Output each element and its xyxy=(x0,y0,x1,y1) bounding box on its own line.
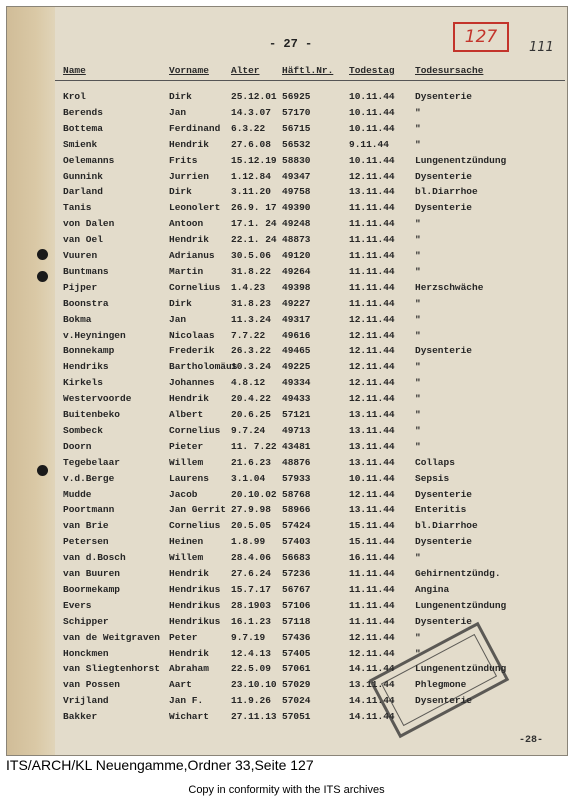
prisoner-number-cell: 57405 xyxy=(282,647,311,659)
first-name-cell: Jacob xyxy=(169,488,198,500)
prisoner-number-cell: 58966 xyxy=(282,504,311,516)
birth-date-cell: 1.8.99 xyxy=(231,536,266,548)
birth-date-cell: 27.6.08 xyxy=(231,138,271,150)
cause-of-death-cell: " xyxy=(415,361,421,373)
prisoner-number-cell: 58830 xyxy=(282,154,311,166)
death-date-cell: 14.11.44 xyxy=(349,711,395,723)
surname-cell: Oelemanns xyxy=(63,154,115,166)
prisoner-number-cell: 57118 xyxy=(282,615,311,627)
surname-cell: Poortmann xyxy=(63,504,115,516)
surname-cell: van d.Bosch xyxy=(63,552,126,564)
first-name-cell: Hendrik xyxy=(169,647,209,659)
surname-cell: v.d.Berge xyxy=(63,472,115,484)
prisoner-number-cell: 49227 xyxy=(282,297,311,309)
table-row xyxy=(7,377,567,393)
prisoner-number-cell: 49713 xyxy=(282,424,311,436)
table-row xyxy=(7,568,567,584)
birth-date-cell: 27.11.13 xyxy=(231,711,277,723)
surname-cell: Tanis xyxy=(63,202,92,214)
prisoner-number-cell: 57024 xyxy=(282,695,311,707)
table-row xyxy=(7,123,567,139)
cause-of-death-cell: " xyxy=(415,440,421,452)
birth-date-cell: 16.1.23 xyxy=(231,615,271,627)
death-date-cell: 11.11.44 xyxy=(349,297,395,309)
header-rule xyxy=(55,80,565,81)
surname-cell: Hendriks xyxy=(63,361,109,373)
prisoner-number-cell: 57051 xyxy=(282,711,311,723)
table-row xyxy=(7,695,567,711)
cause-of-death-cell: Phlegmone xyxy=(415,679,467,691)
first-name-cell: Willem xyxy=(169,456,204,468)
death-date-cell: 14.11.44 xyxy=(349,695,395,707)
death-date-cell: 12.11.44 xyxy=(349,377,395,389)
first-name-cell: Frits xyxy=(169,154,198,166)
prisoner-number-cell: 49465 xyxy=(282,345,311,357)
table-row xyxy=(7,361,567,377)
birth-date-cell: 3.1.04 xyxy=(231,472,266,484)
first-name-cell: Bartholomäus xyxy=(169,361,238,373)
birth-date-cell: 23.10.10 xyxy=(231,679,277,691)
death-date-cell: 11.11.44 xyxy=(349,281,395,293)
first-name-cell: Cornelius xyxy=(169,281,221,293)
surname-cell: Boormekamp xyxy=(63,583,121,595)
birth-date-cell: 7.7.22 xyxy=(231,329,266,341)
first-name-cell: Hendrikus xyxy=(169,583,221,595)
birth-date-cell: 26.9. 17 xyxy=(231,202,277,214)
prisoner-number-cell: 57933 xyxy=(282,472,311,484)
death-date-cell: 10.11.44 xyxy=(349,154,395,166)
birth-date-cell: 1.12.84 xyxy=(231,170,271,182)
death-date-cell: 10.11.44 xyxy=(349,122,395,134)
prisoner-number-cell: 49433 xyxy=(282,393,311,405)
surname-cell: van Oel xyxy=(63,234,103,246)
first-name-cell: Aart xyxy=(169,679,192,691)
surname-cell: Sombeck xyxy=(63,424,103,436)
cause-of-death-cell: " xyxy=(415,393,421,405)
cause-of-death-cell: " xyxy=(415,122,421,134)
column-header-death-date: Todestag xyxy=(349,65,395,76)
first-name-cell: Johannes xyxy=(169,377,215,389)
death-date-cell: 10.11.44 xyxy=(349,91,395,102)
table-row xyxy=(7,504,567,520)
surname-cell: van Brie xyxy=(63,520,109,532)
birth-date-cell: 26.3.22 xyxy=(231,345,271,357)
first-name-cell: Frederik xyxy=(169,345,215,357)
birth-date-cell: 27.9.98 xyxy=(231,504,271,516)
first-name-cell: Willem xyxy=(169,552,204,564)
cause-of-death-cell: " xyxy=(415,265,421,277)
cause-of-death-cell: Dysenterie xyxy=(415,170,473,182)
prisoner-number-cell: 56715 xyxy=(282,122,311,134)
first-name-cell: Dirk xyxy=(169,186,192,198)
first-name-cell: Hendrik xyxy=(169,234,209,246)
table-row xyxy=(7,330,567,346)
death-date-cell: 12.11.44 xyxy=(349,329,395,341)
birth-date-cell: 30.5.06 xyxy=(231,250,271,261)
column-header-name: Name xyxy=(63,65,86,76)
birth-date-cell: 12.4.13 xyxy=(231,647,271,659)
table-row xyxy=(7,600,567,616)
first-name-cell: Antoon xyxy=(169,218,204,230)
table-row xyxy=(7,202,567,218)
death-date-cell: 12.11.44 xyxy=(349,647,395,659)
prisoner-number-cell: 48876 xyxy=(282,456,311,468)
cause-of-death-cell: " xyxy=(415,234,421,246)
table-row xyxy=(7,489,567,505)
first-name-cell: Peter xyxy=(169,631,198,643)
cause-of-death-cell: Lungenentzündung xyxy=(415,663,507,675)
cause-of-death-cell: Lungenentzündung xyxy=(415,154,507,166)
table-row xyxy=(7,266,567,282)
prisoner-number-cell: 57170 xyxy=(282,106,311,118)
birth-date-cell: 22.1. 24 xyxy=(231,234,277,246)
birth-date-cell: 15.7.17 xyxy=(231,583,271,595)
surname-cell: van Possen xyxy=(63,679,121,691)
first-name-cell: Albert xyxy=(169,409,204,420)
prisoner-number-cell: 49120 xyxy=(282,250,311,261)
first-name-cell: Jan F. xyxy=(169,695,204,707)
surname-cell: Westervoorde xyxy=(63,393,132,405)
death-date-cell: 11.11.44 xyxy=(349,202,395,214)
cause-of-death-cell: " xyxy=(415,424,421,436)
table-row xyxy=(7,107,567,123)
first-name-cell: Cornelius xyxy=(169,424,221,436)
death-date-cell: 11.11.44 xyxy=(349,583,395,595)
first-name-cell: Abraham xyxy=(169,663,209,675)
death-date-cell: 11.11.44 xyxy=(349,568,395,579)
surname-cell: Bonnekamp xyxy=(63,345,115,357)
first-name-cell: Hendrikus xyxy=(169,615,221,627)
death-date-cell: 13.11.44 xyxy=(349,424,395,436)
cause-of-death-cell: " xyxy=(415,329,421,341)
death-date-cell: 14.11.44 xyxy=(349,663,395,675)
table-row xyxy=(7,409,567,425)
death-date-cell: 13.11.44 xyxy=(349,679,395,691)
first-name-cell: Pieter xyxy=(169,440,204,452)
death-date-cell: 12.11.44 xyxy=(349,488,395,500)
surname-cell: Bakker xyxy=(63,711,98,723)
birth-date-cell: 15.12.19 xyxy=(231,154,277,166)
death-date-cell: 11.11.44 xyxy=(349,250,395,261)
surname-cell: van de Weitgraven xyxy=(63,631,160,643)
death-date-cell: 11.11.44 xyxy=(349,615,395,627)
table-row xyxy=(7,91,567,107)
first-name-cell: Jurrien xyxy=(169,170,209,182)
death-date-cell: 11.11.44 xyxy=(349,265,395,277)
prisoner-number-cell: 56683 xyxy=(282,552,311,564)
prisoner-number-cell: 49317 xyxy=(282,313,311,325)
cause-of-death-cell: Dysenterie xyxy=(415,91,473,102)
surname-cell: Buitenbeko xyxy=(63,409,121,420)
cause-of-death-cell: Collaps xyxy=(415,456,455,468)
surname-cell: Doorn xyxy=(63,440,92,452)
table-row xyxy=(7,282,567,298)
surname-cell: von Dalen xyxy=(63,218,115,230)
surname-cell: Berends xyxy=(63,106,103,118)
first-name-cell: Jan Gerrit xyxy=(169,504,227,516)
death-date-cell: 12.11.44 xyxy=(349,631,395,643)
birth-date-cell: 20.10.02 xyxy=(231,488,277,500)
prisoner-number-cell: 57061 xyxy=(282,663,311,675)
prisoner-number-cell: 49758 xyxy=(282,186,311,198)
cause-of-death-cell: " xyxy=(415,631,421,643)
birth-date-cell: 28.4.06 xyxy=(231,552,271,564)
death-date-cell: 10.11.44 xyxy=(349,472,395,484)
cause-of-death-cell: Lungenentzündung xyxy=(415,599,507,611)
birth-date-cell: 31.8.23 xyxy=(231,297,271,309)
table-row xyxy=(7,314,567,330)
document-page xyxy=(6,6,568,756)
death-date-cell: 16.11.44 xyxy=(349,552,395,564)
death-date-cell: 11.11.44 xyxy=(349,234,395,246)
cause-of-death-cell: Enteritis xyxy=(415,504,467,516)
table-row xyxy=(7,457,567,473)
table-row xyxy=(7,441,567,457)
prisoner-number-cell: 48873 xyxy=(282,234,311,246)
death-date-cell: 12.11.44 xyxy=(349,361,395,373)
death-date-cell: 13.11.44 xyxy=(349,456,395,468)
birth-date-cell: 9.7.19 xyxy=(231,631,266,643)
surname-cell: Darland xyxy=(63,186,103,198)
surname-cell: van Buuren xyxy=(63,568,121,579)
surname-cell: van Sliegtenhorst xyxy=(63,663,160,675)
prisoner-number-cell: 58768 xyxy=(282,488,311,500)
death-date-cell: 10.11.44 xyxy=(349,106,395,118)
cause-of-death-cell: bl.Diarrhoe xyxy=(415,520,478,532)
first-name-cell: Hendrikus xyxy=(169,599,221,611)
cause-of-death-cell: " xyxy=(415,138,421,150)
cause-of-death-cell: Dysenterie xyxy=(415,615,473,627)
birth-date-cell: 22.5.09 xyxy=(231,663,271,675)
table-row xyxy=(7,298,567,314)
birth-date-cell: 17.1. 24 xyxy=(231,218,277,230)
prisoner-number-cell: 57029 xyxy=(282,679,311,691)
first-name-cell: Leonolert xyxy=(169,202,221,214)
prisoner-number-cell: 49225 xyxy=(282,361,311,373)
table-row xyxy=(7,186,567,202)
copy-conformity-note: Copy in conformity with the ITS archives xyxy=(188,784,385,796)
margin-note: 111 xyxy=(529,40,554,55)
birth-date-cell: 20.5.05 xyxy=(231,520,271,532)
cause-of-death-cell: Dysenterie xyxy=(415,202,473,214)
cause-of-death-cell: " xyxy=(415,552,421,564)
birth-date-cell: 28.1903 xyxy=(231,599,271,611)
prisoner-number-cell: 49334 xyxy=(282,377,311,389)
surname-cell: Bokma xyxy=(63,313,92,325)
death-date-cell: 11.11.44 xyxy=(349,218,395,230)
cause-of-death-cell: Gehirnentzündg. xyxy=(415,568,501,579)
death-date-cell: 15.11.44 xyxy=(349,536,395,548)
birth-date-cell: 14.3.07 xyxy=(231,106,271,118)
table-row xyxy=(7,139,567,155)
birth-date-cell: 21.6.23 xyxy=(231,456,271,468)
death-date-cell: 12.11.44 xyxy=(349,313,395,325)
cause-of-death-cell: " xyxy=(415,297,421,309)
first-name-cell: Dirk xyxy=(169,297,192,309)
surname-cell: Gunnink xyxy=(63,170,103,182)
birth-date-cell: 31.8.22 xyxy=(231,265,271,277)
surname-cell: Bottema xyxy=(63,122,103,134)
first-name-cell: Wichart xyxy=(169,711,209,723)
death-date-cell: 12.11.44 xyxy=(349,170,395,182)
cause-of-death-cell: " xyxy=(415,106,421,118)
first-name-cell: Ferdinand xyxy=(169,122,221,134)
first-name-cell: Jan xyxy=(169,106,187,118)
first-name-cell: Nicolaas xyxy=(169,329,215,341)
table-row xyxy=(7,425,567,441)
surname-cell: Vrijland xyxy=(63,695,109,707)
death-date-cell: 13.11.44 xyxy=(349,504,395,516)
surname-cell: Tegebelaar xyxy=(63,456,121,468)
death-date-cell: 13.11.44 xyxy=(349,186,395,198)
prisoner-number-cell: 49390 xyxy=(282,202,311,214)
prisoner-number-cell: 57403 xyxy=(282,536,311,548)
death-date-cell: 11.11.44 xyxy=(349,599,395,611)
surname-cell: Buntmans xyxy=(63,265,109,277)
prisoner-number-cell: 49616 xyxy=(282,329,311,341)
table-row xyxy=(7,218,567,234)
birth-date-cell: 10.3.24 xyxy=(231,361,271,373)
table-row xyxy=(7,171,567,187)
birth-date-cell: 3.11.20 xyxy=(231,186,271,198)
cause-of-death-cell: Herzschwäche xyxy=(415,281,484,293)
birth-date-cell: 1.4.23 xyxy=(231,281,266,293)
death-date-cell: 13.11.44 xyxy=(349,440,395,452)
prisoner-number-cell: 49398 xyxy=(282,281,311,293)
surname-cell: Kirkels xyxy=(63,377,103,389)
table-row xyxy=(7,234,567,250)
column-header-cause-of-death: Todesursache xyxy=(415,65,484,76)
column-header-age: Alter xyxy=(231,65,260,76)
cause-of-death-cell: Sepsis xyxy=(415,472,450,484)
death-date-cell: 12.11.44 xyxy=(349,393,395,405)
next-page-number: -28- xyxy=(519,735,544,746)
prisoner-number-cell: 56532 xyxy=(282,138,311,150)
death-date-cell: 9.11.44 xyxy=(349,138,389,150)
birth-date-cell: 9.7.24 xyxy=(231,424,266,436)
death-date-cell: 15.11.44 xyxy=(349,520,395,532)
table-row xyxy=(7,345,567,361)
birth-date-cell: 11.9.26 xyxy=(231,695,271,707)
page-number: - 27 - xyxy=(269,37,313,51)
prisoner-number-cell: 56925 xyxy=(282,91,311,102)
table-row xyxy=(7,473,567,489)
surname-cell: Vuuren xyxy=(63,250,98,261)
surname-cell: Mudde xyxy=(63,488,92,500)
first-name-cell: Heinen xyxy=(169,536,204,548)
prisoner-number-cell: 57236 xyxy=(282,568,311,579)
archive-page-stamp: 127 xyxy=(453,22,509,52)
cause-of-death-cell: " xyxy=(415,377,421,389)
first-name-cell: Cornelius xyxy=(169,520,221,532)
cause-of-death-cell: " xyxy=(415,647,421,659)
table-row xyxy=(7,552,567,568)
cause-of-death-cell: " xyxy=(415,409,421,420)
prisoner-number-cell: 49248 xyxy=(282,218,311,230)
first-name-cell: Adrianus xyxy=(169,250,215,261)
column-header-first-name: Vorname xyxy=(169,65,209,76)
table-row xyxy=(7,711,567,727)
first-name-cell: Hendrik xyxy=(169,393,209,405)
prisoner-number-cell: 57121 xyxy=(282,409,311,420)
surname-cell: Honckmen xyxy=(63,647,109,659)
surname-cell: Evers xyxy=(63,599,92,611)
first-name-cell: Martin xyxy=(169,265,204,277)
death-date-cell: 13.11.44 xyxy=(349,409,395,420)
surname-cell: Boonstra xyxy=(63,297,109,309)
birth-date-cell: 6.3.22 xyxy=(231,122,266,134)
prisoner-number-cell: 57424 xyxy=(282,520,311,532)
first-name-cell: Dirk xyxy=(169,91,192,102)
surname-cell: Petersen xyxy=(63,536,109,548)
table-row xyxy=(7,393,567,409)
first-name-cell: Hendrik xyxy=(169,568,209,579)
death-date-cell: 12.11.44 xyxy=(349,345,395,357)
birth-date-cell: 11. 7.22 xyxy=(231,440,277,452)
birth-date-cell: 27.6.24 xyxy=(231,568,271,579)
table-row xyxy=(7,155,567,171)
birth-date-cell: 20.6.25 xyxy=(231,409,271,420)
cause-of-death-cell: Dysenterie xyxy=(415,345,473,357)
prisoner-number-cell: 49264 xyxy=(282,265,311,277)
table-row xyxy=(7,584,567,600)
surname-cell: v.Heyningen xyxy=(63,329,126,341)
prisoner-number-cell: 57106 xyxy=(282,599,311,611)
prisoner-number-cell: 43481 xyxy=(282,440,311,452)
prisoner-number-cell: 49347 xyxy=(282,170,311,182)
table-row xyxy=(7,616,567,632)
first-name-cell: Jan xyxy=(169,313,187,325)
cause-of-death-cell: " xyxy=(415,250,421,261)
cause-of-death-cell: Dysenterie xyxy=(415,695,473,707)
table-row xyxy=(7,520,567,536)
first-name-cell: Laurens xyxy=(169,472,209,484)
first-name-cell: Hendrik xyxy=(169,138,209,150)
surname-cell: Schipper xyxy=(63,615,109,627)
cause-of-death-cell: " xyxy=(415,218,421,230)
birth-date-cell: 11.3.24 xyxy=(231,313,271,325)
surname-cell: Pijper xyxy=(63,281,98,293)
table-row xyxy=(7,250,567,266)
surname-cell: Krol xyxy=(63,91,86,102)
cause-of-death-cell: " xyxy=(415,313,421,325)
prisoner-number-cell: 56767 xyxy=(282,583,311,595)
surname-cell: Smienk xyxy=(63,138,98,150)
birth-date-cell: 25.12.01 xyxy=(231,91,277,102)
birth-date-cell: 4.8.12 xyxy=(231,377,266,389)
table-row xyxy=(7,536,567,552)
prisoner-number-cell: 57436 xyxy=(282,631,311,643)
birth-date-cell: 20.4.22 xyxy=(231,393,271,405)
cause-of-death-cell: bl.Diarrhoe xyxy=(415,186,478,198)
cause-of-death-cell: Angina xyxy=(415,583,450,595)
archive-source-line: ITS/ARCH/KL Neuengamme,Ordner 33,Seite 127 xyxy=(6,757,314,773)
column-header-prisoner-number: Häftl.Nr. xyxy=(282,65,334,76)
cause-of-death-cell: Dysenterie xyxy=(415,536,473,548)
cause-of-death-cell: Dysenterie xyxy=(415,488,473,500)
